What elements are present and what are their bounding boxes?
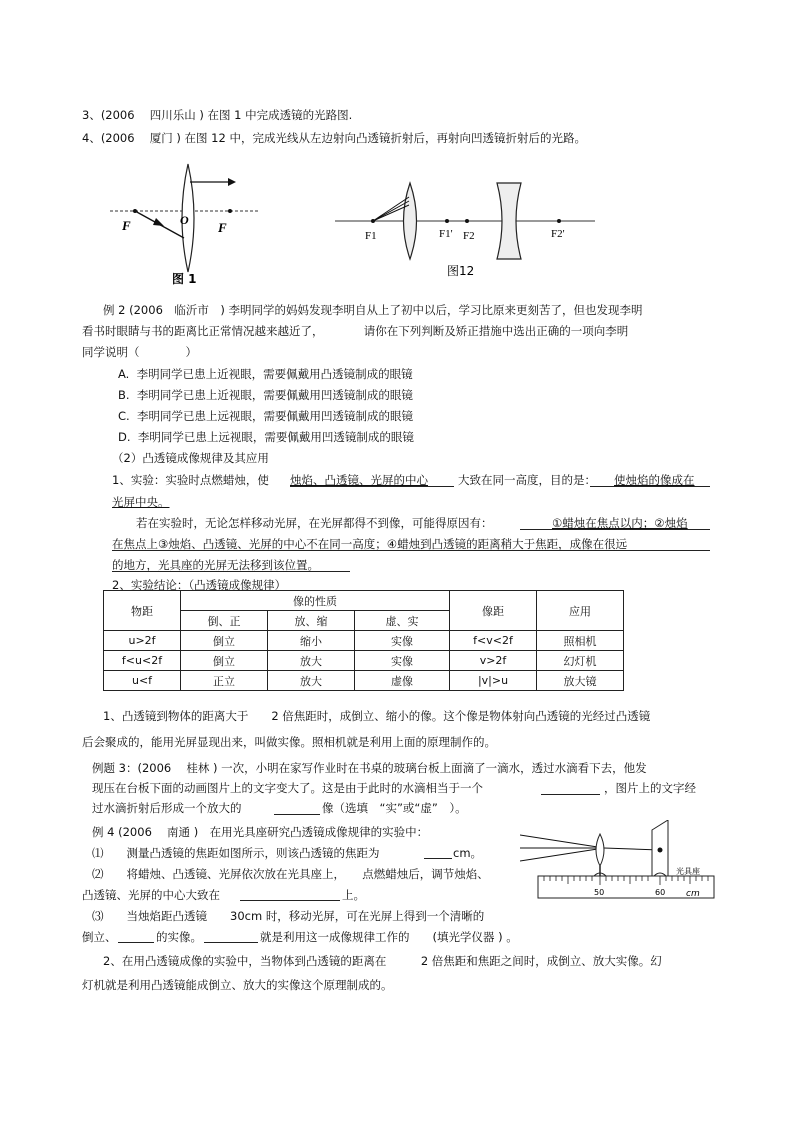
tick-label-50: 50 (594, 888, 605, 897)
experiment-line-a: 1、实验：实验时点燃蜡烛，使 (112, 473, 269, 487)
answer-underline (112, 550, 710, 551)
experiment-answer-1: 烛焰、凸透镜、光屏的中心 (290, 473, 428, 487)
cell: 虚像 (355, 671, 450, 691)
reason-line-a: 若在实验时，无论怎样移动光屏，在光屏都得不到像，可能得原因有： (136, 516, 493, 530)
reason-answer-b: 在焦点上③烛焰、凸透镜、光屏的中心不在同一高度；④蜡烛到凸透镜的距离稍大于焦距，成像在很远 (112, 537, 628, 551)
cell: 实像 (355, 631, 450, 651)
header-image-properties: 像的性质 (181, 591, 450, 611)
example-3-line-b: 现压在台板下面的动画图片上的文字变大了。这是由于此时的水滴相当于一个 (92, 781, 483, 795)
fig12-f2: F2 (463, 230, 475, 242)
example-2-line3: 同学说明（ ） (82, 345, 197, 359)
conclusion-heading: 2、实验结论：（凸透镜成像规律） (112, 578, 287, 592)
fig1-caption: 图 1 (172, 272, 197, 285)
example-4-heading: 例 4 (2006 南通 ) 在用光具座研究凸透镜成像规律的实验中： (92, 825, 429, 839)
header-application: 应用 (537, 591, 624, 631)
option-c: C. 李明同学已患上远视眼，需要佩戴用凹透镜制成的眼镜 (118, 409, 413, 423)
header-type: 虚、实 (355, 611, 450, 631)
paragraph-1b: 后会聚成的，能用光屏显现出来，叫做实像。照相机就是利用上面的原理制作的。 (82, 735, 496, 749)
cell: v>2f (450, 651, 537, 671)
example-2-line1: 例 2 (2006 临沂市 ) 李明同学的妈妈发现李明自从上了初中以后，学习比原来更刻苦了，但也发现李明 (103, 303, 643, 317)
fig12-f2-prime: F2' (551, 228, 565, 240)
section-2-heading: （2）凸透镜成像规律及其应用 (112, 451, 269, 465)
cell: 倒立 (181, 651, 268, 671)
reason-answer-a: ①蜡烛在焦点以内；②烛焰 (552, 516, 688, 530)
table-row (104, 631, 624, 651)
example-2-line2: 看书时眼睛与书的距离比正常情况越来越近了， 请你在下列判断及矫正措施中选出正确的一项向李明 (82, 324, 629, 338)
cell: f<v<2f (450, 631, 537, 651)
paragraph-2a: 2、在用凸透镜成像的实验中，当物体到凸透镜的距离在 2 倍焦距和焦距之间时，成倒立、放大实像。幻 (103, 954, 662, 968)
answer-underline (112, 571, 350, 572)
question-4: 4、(2006 厦门 ) 在图 12 中，完成光线从左边射向凸透镜折射后，再射向凹透镜折射后的光路。 (82, 131, 586, 145)
example-4-q3c: 的实像。 (156, 930, 202, 944)
fig12-f1: F1 (365, 230, 377, 242)
fig12-f1-prime: F1' (439, 228, 453, 240)
cell: 正立 (181, 671, 268, 691)
example-3-line-c: ，图片上的文字经 (604, 781, 696, 795)
blank-underline (274, 814, 320, 815)
option-d: D. 李明同学已患上远视眼，需要佩戴用凹透镜制成的眼镜 (118, 430, 414, 444)
unit-label: cm (686, 889, 700, 899)
paragraph-1a: 1、凸透镜到物体的距离大于 2 倍焦距时，成倒立、缩小的像。这个像是物体射向凸透镜的光经过凸透镜 (103, 709, 651, 723)
fig1-f-left: F (122, 218, 131, 233)
optical-bench-figure (520, 820, 720, 920)
example-3-line-d: 过水滴折射后形成一个放大的 (92, 801, 242, 815)
cell: u<f (104, 671, 181, 691)
header-size: 放、缩 (268, 611, 355, 631)
cell: 倒立 (181, 631, 268, 651)
header-image-distance: 像距 (450, 591, 537, 631)
figure-1 (110, 160, 260, 285)
example-4-q3: ⑶ 当烛焰距凸透镜 30cm 时，移动光屏，可在光屏上得到一个清晰的 (92, 909, 485, 923)
example-3-line-e: 像（选填 “实”或“虚” ）。 (322, 801, 467, 815)
answer-underline (590, 486, 710, 487)
blank-underline (424, 858, 452, 859)
table-row (104, 671, 624, 691)
paragraph-2b: 灯机就是利用凸透镜能成倒立、放大的实像这个原理制成的。 (82, 978, 393, 992)
example-4-q2c: 上。 (342, 888, 365, 902)
cell: 放大 (268, 671, 355, 691)
cell: |v|>u (450, 671, 537, 691)
blank-underline (240, 900, 340, 901)
example-4-q1-unit: cm。 (453, 846, 483, 860)
option-b: B. 李明同学已患上近视眼，需要佩戴用凹透镜制成的眼镜 (118, 388, 413, 402)
blank-underline (541, 794, 600, 795)
figure-12 (335, 175, 595, 280)
cell: 缩小 (268, 631, 355, 651)
table-row (104, 651, 624, 671)
fig1-o: O (180, 213, 189, 227)
option-a: A. 李明同学已患上近视眼，需要佩戴用凸透镜制成的眼镜 (118, 367, 413, 381)
fig12-caption: 图12 (447, 264, 475, 278)
cell: f<u<2f (104, 651, 181, 671)
tick-label-60: 60 (655, 888, 666, 897)
fig1-f-right: F (218, 220, 227, 235)
experiment-line-c: 大致在同一高度，目的是： (458, 473, 596, 487)
cell: 放大 (268, 651, 355, 671)
example-4-q2b: 凸透镜、光屏的中心大致在 (82, 888, 220, 902)
question-3: 3、(2006 四川乐山 ) 在图 1 中完成透镜的光路图. (82, 108, 353, 122)
imaging-rules-table (103, 590, 624, 691)
blank-underline (204, 942, 258, 943)
cell: 幻灯机 (537, 651, 624, 671)
answer-underline (290, 486, 454, 487)
header-object-distance: 物距 (104, 591, 181, 631)
experiment-answer-2: 使烛焰的像成在 (614, 473, 695, 487)
example-4-q3b: 倒立、 (82, 930, 117, 944)
cell: u>2f (104, 631, 181, 651)
experiment-answer-2b: 光屏中央。 (112, 495, 170, 509)
example-4-q3d: 就是利用这一成像规律工作的 (填光学仪器 ) 。 (260, 930, 518, 944)
example-4-q1: ⑴ 测量凸透镜的焦距如图所示，则该凸透镜的焦距为 (92, 846, 380, 860)
cell: 照相机 (537, 631, 624, 651)
header-orientation: 倒、正 (181, 611, 268, 631)
cell: 放大镜 (537, 671, 624, 691)
reason-answer-c: 的地方，光具座的光屏无法移到该位置。 (112, 558, 319, 572)
bench-label: 光具座 (676, 867, 700, 876)
cell: 实像 (355, 651, 450, 671)
example-3-line-a: 例题 3：(2006 桂林 ) 一次，小明在家写作业时在书桌的玻璃台板上面滴了一滴水，透过水滴看下去，他发 (92, 761, 647, 775)
answer-underline (520, 529, 710, 530)
blank-underline (118, 942, 154, 943)
example-4-q2: ⑵ 将蜡烛、凸透镜、光屏依次放在光具座上， 点燃蜡烛后，调节烛焰、 (92, 867, 489, 881)
